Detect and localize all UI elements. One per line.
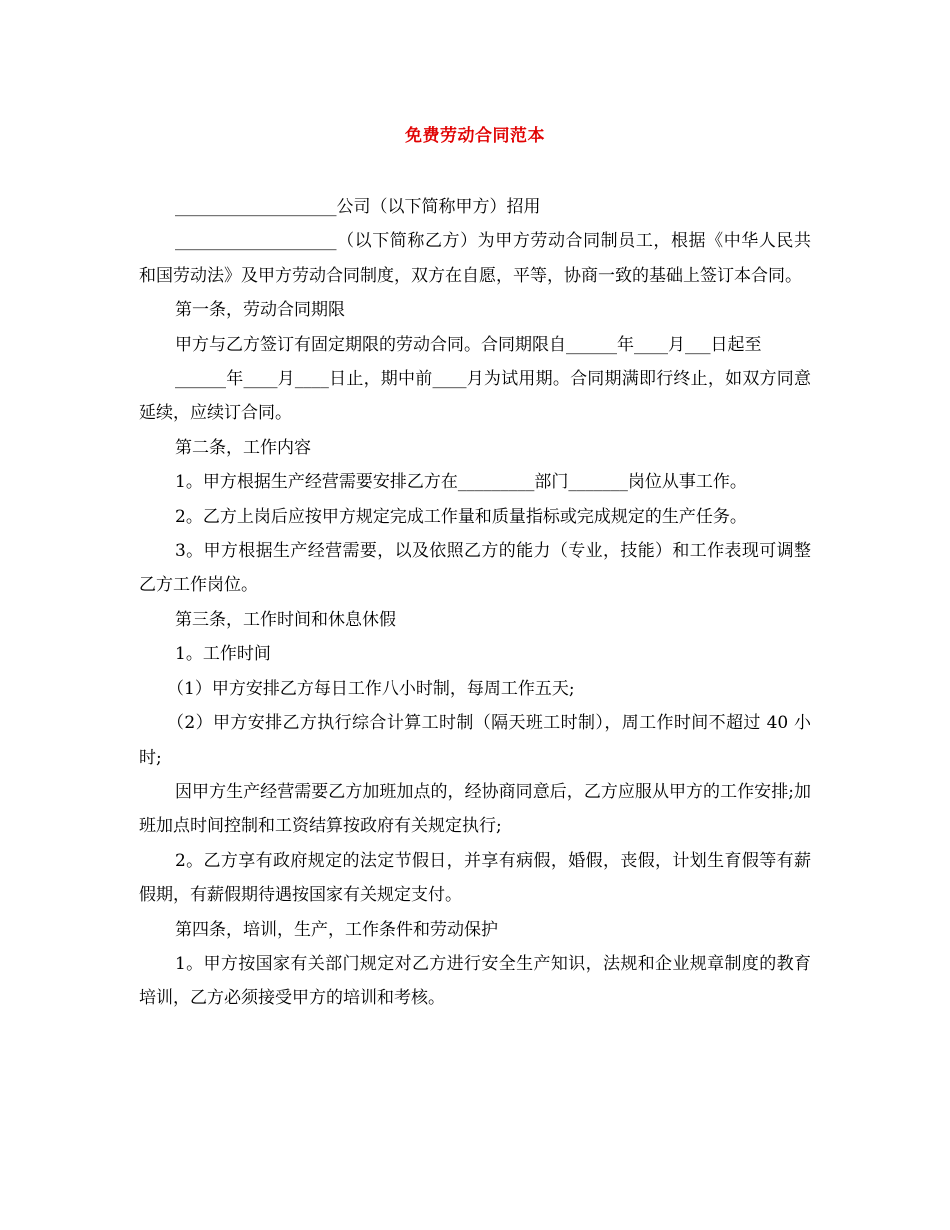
paragraph-work-content-2: 2。乙方上岗后应按甲方规定完成工作量和质量指标或完成规定的生产任务。	[175, 506, 747, 527]
article-4-heading: 第四条，培训，生产，工作条件和劳动保护	[175, 919, 498, 940]
paragraph-party-a: ___________________公司（以下简称甲方）招用	[175, 197, 541, 217]
paragraph-holidays: 2。乙方享有政府规定的法定节假日，并享有病假，婚假，丧假，计划生育假等有薪假期，有薪假期待遇按国家有关规定支付。	[139, 850, 811, 906]
article-3-heading: 第三条，工作时间和休息休假	[175, 609, 396, 630]
paragraph-hours-item-1: （1）甲方安排乙方每日工作八小时制，每周工作五天;	[167, 678, 575, 699]
paragraph-overtime: 因甲方生产经营需要乙方加班加点的，经协商同意后，乙方应服从甲方的工作安排;加班加点时间控制和工资结算按政府有关规定执行;	[139, 781, 811, 837]
paragraph-party-b: ___________________（以下简称乙方）为甲方劳动合同制员工，根据《中华人民共和国劳动法》及甲方劳动合同制度，双方在自愿，平等，协商一致的基础上签订本合同。	[139, 231, 811, 286]
paragraph-hours-item-2: （2）甲方安排乙方执行综合计算工时制（隔天班工时制），周工作时间不超过 40 小时;	[139, 713, 811, 768]
document-title: 免费劳动合同范本	[405, 126, 545, 146]
paragraph-work-content-1: 1。甲方根据生产经营需要安排乙方在_________部门_______岗位从事工作。	[175, 472, 747, 493]
paragraph-work-content-3: 3。甲方根据生产经营需要，以及依照乙方的能力（专业，技能）和工作表现可调整乙方工作岗位。	[139, 541, 811, 596]
article-2-heading: 第二条，工作内容	[175, 437, 311, 458]
paragraph-working-hours: 1。工作时间	[175, 644, 271, 665]
article-1-heading: 第一条，劳动合同期限	[175, 300, 345, 321]
paragraph-training: 1。甲方按国家有关部门规定对乙方进行安全生产知识，法规和企业规章制度的教育培训，乙方必须接受甲方的培训和考核。	[139, 953, 811, 1009]
paragraph-contract-term-end: ______年____月____日止，期中前____月为试用期。合同期满即行终止，如双方同意延续，应续订合同。	[139, 369, 811, 424]
paragraph-contract-term-start: 甲方与乙方签订有固定期限的劳动合同。合同期限自______年____月___日起至	[175, 334, 762, 355]
document-body	[139, 190, 811, 1016]
